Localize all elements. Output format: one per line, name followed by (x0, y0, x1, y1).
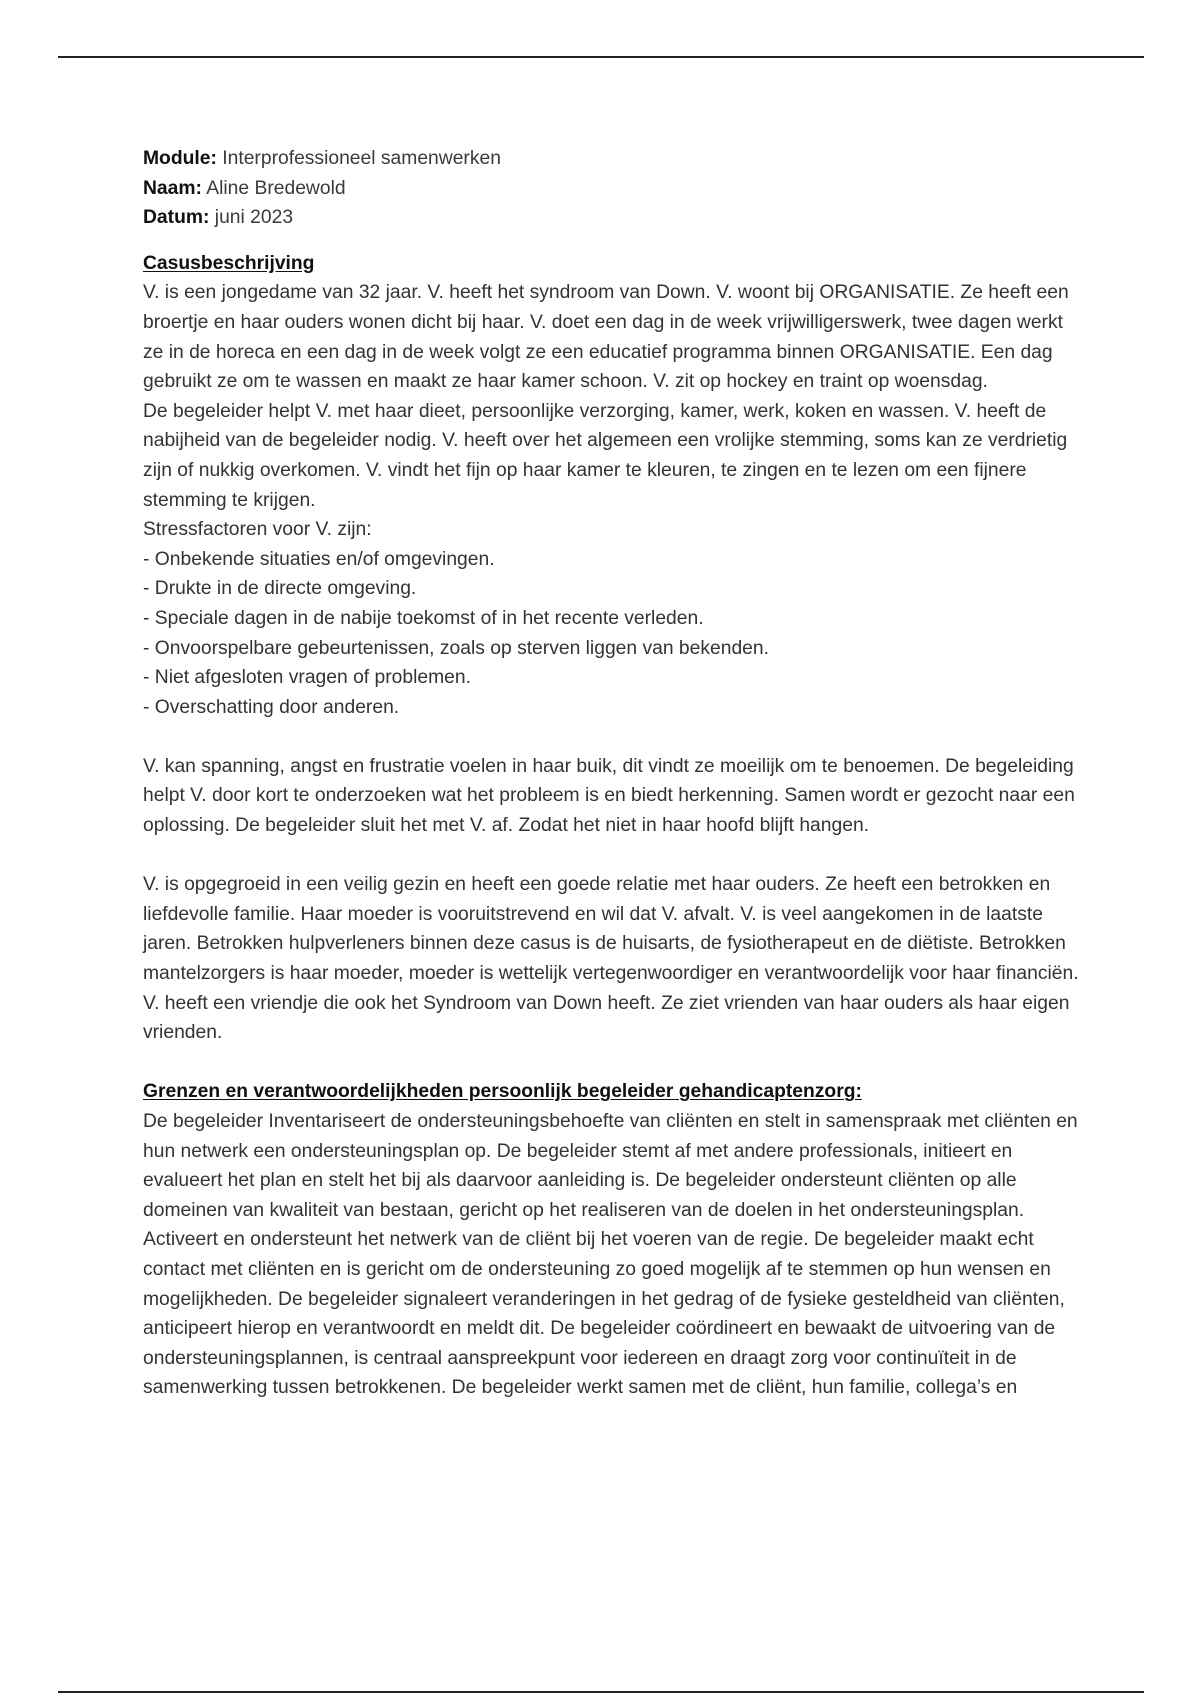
datum-label: Datum: (143, 207, 210, 229)
naam-label: Naam: (143, 177, 202, 199)
footer-rule (58, 1691, 1144, 1693)
begeleider-paragraph: De begeleider helpt V. met haar dieet, persoonlijke verzorging, kamer, werk, koken en wassen. V. heeft de nabijheid van de begeleider nodig. V. heeft over het algemeen een vrolijke stemming, soms kan ze verdrietig zijn of nukkig overkomen. V. vindt het fijn op haar kamer te kleuren, te zingen en te lezen om een fijnere stemming te krijgen. (143, 400, 1068, 511)
stress-factor-list (143, 545, 1083, 723)
datum-value: juni 2023 (214, 207, 294, 229)
meta-module (143, 144, 1083, 174)
list-item: - Drukte in de directe omgeving. (143, 578, 417, 600)
grenzen-heading: Grenzen en verantwoordelijkheden persoonlijk begeleider gehandicaptenzorg: (143, 1081, 862, 1103)
spanning-paragraph: V. kan spanning, angst en frustratie voelen in haar buik, dit vindt ze moeilijk om te benoemen. De begeleiding helpt V. door kort te onderzoeken wat het probleem is en biedt herkenning. Samen wordt er gezocht naar een oplossing. De begeleider sluit het met V. af. Zodat het niet in haar hoofd blijft hangen. (143, 755, 1075, 837)
meta-datum (143, 203, 1083, 233)
gezin-paragraph: V. is opgegroeid in een veilig gezin en heeft een goede relatie met haar ouders. Ze heeft een betrokken en liefdevolle familie. Haar moeder is vooruitstrevend en wil dat V. afvalt. V. is veel aangekomen in de laatste jaren. Betrokken hulpverleners binnen deze casus is de huisarts, de fysiotherapeut en de diëtiste. Betrokken mantelzorgers is haar moeder, moeder is wettelijk vertegenwoordiger en verantwoordelijk voor haar financiën. V. heeft een vriendje die ook het Syndroom van Down heeft. Ze ziet vrienden van haar ouders als haar eigen vrienden. (143, 874, 1079, 1044)
header-rule (58, 56, 1144, 58)
list-item: - Onbekende situaties en/of omgevingen. (143, 548, 495, 570)
casus-heading: Casusbeschrijving (143, 252, 315, 274)
list-item: - Speciale dagen in de nabije toekomst of in het recente verleden. (143, 607, 704, 629)
list-item: - Niet afgesloten vragen of problemen. (143, 667, 471, 689)
meta-naam (143, 174, 1083, 204)
document-body (143, 144, 1083, 1403)
module-label: Module: (143, 148, 217, 169)
naam-value: Aline Bredewold (206, 177, 346, 199)
casus-intro-paragraph: V. is een jongedame van 32 jaar. V. heeft het syndroom van Down. V. woont bij ORGANISATIE. Ze heeft een broertje en haar ouders wonen dicht bij haar. V. doet een dag in de week vrijwilligerswerk, twee dagen werkt ze in de horeca en een dag in de week volgt ze een educatief programma binnen ORGANISATIE. Een dag gebruikt ze om te wassen en maakt ze haar kamer schoon. V. zit op hockey en traint op woensdag. (143, 282, 1069, 393)
list-item: - Onvoorspelbare gebeurtenissen, zoals op sterven liggen van bekenden. (143, 637, 769, 659)
stress-intro: Stressfactoren voor V. zijn: (143, 519, 372, 541)
module-value: Interprofessioneel samenwerken (222, 148, 501, 169)
list-item: - Overschatting door anderen. (143, 696, 400, 718)
grenzen-paragraph: De begeleider Inventariseert de ondersteuningsbehoefte van cliënten en stelt in samenspraak met cliënten en hun netwerk een ondersteuningsplan op. De begeleider stemt af met andere professionals, initieert en evalueert het plan en stelt het bij als daarvoor aanleiding is. De begeleider ondersteunt cliënten op alle domeinen van kwaliteit van bestaan, gericht op het realiseren van de doelen in het ondersteuningsplan. Activeert en ondersteunt het netwerk van de cliënt bij het voeren van de regie. De begeleider maakt echt contact met cliënten en is gericht om de ondersteuning zo goed mogelijk af te stemmen op hun wensen en mogelijkheden. De begeleider signaleert veranderingen in het gedrag of de fysieke gesteldheid van cliënten, anticipeert hierop en verantwoordt en meldt dit. De begeleider coördineert en bewaakt de uitvoering van de ondersteuningsplannen, is centraal aanspreekpunt voor iedereen en draagt zorg voor continuïteit in de samenwerking tussen betrokkenen. De begeleider werkt samen met de cliënt, hun familie, collega’s en (143, 1111, 1078, 1399)
